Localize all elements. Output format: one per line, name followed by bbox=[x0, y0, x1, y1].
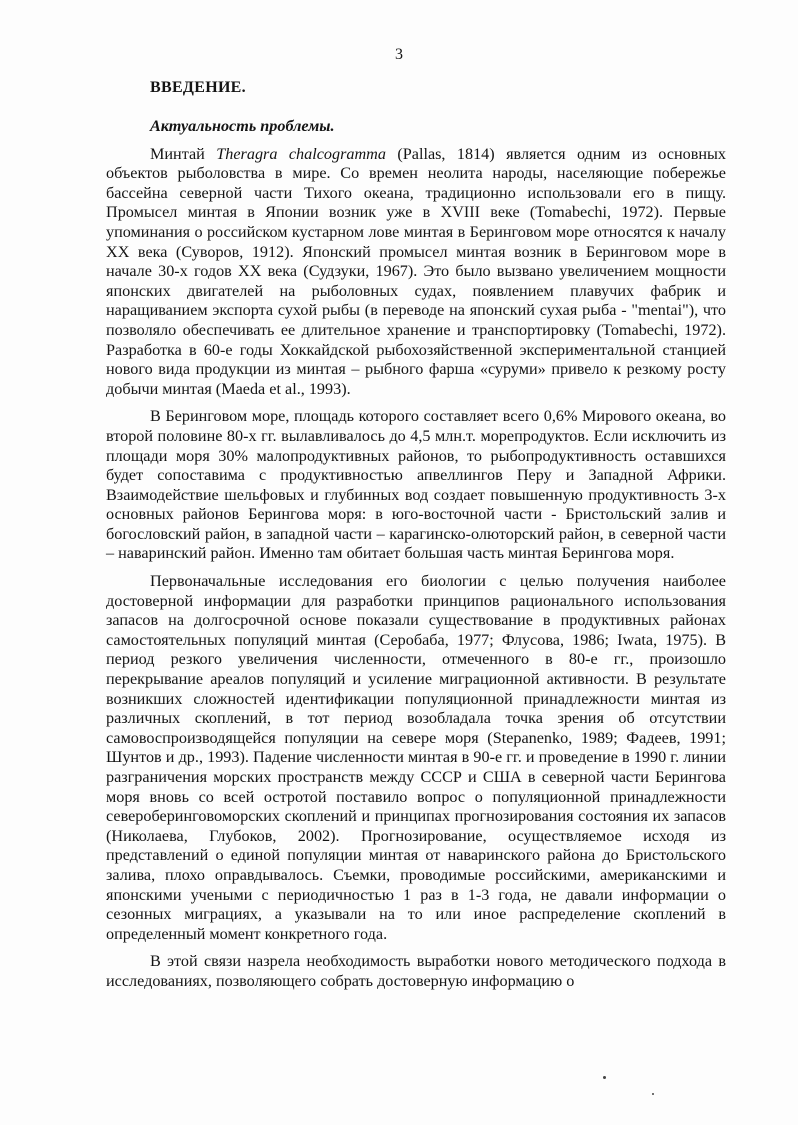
paragraph-1-lead: Минтай bbox=[150, 144, 217, 163]
paragraph-1 bbox=[106, 145, 726, 400]
page-number: 3 bbox=[395, 46, 403, 63]
body-text bbox=[106, 117, 726, 992]
species-name: Theragra chalcogramma bbox=[216, 144, 386, 163]
scan-speck bbox=[652, 1093, 654, 1095]
paragraph-1-text: (Pallas, 1814) является одним из основных объектов рыболовства в мире. Со времен неолита народы, населяющие побережье бассейна северной части Тихого океана, традиционно использовали его в пищу. Промысел минтая в Японии возник уже в XVIII веке (Tomabechi, 1972). Первые упоминания о российском кустарном лове минтая в Беринговом море относятся к началу XX века (Суворов, 1912). Японский промысел минтая возник в Беринговом море в начале 30-х годов XX века (Судзуки, 1967). Это было вызвано увеличением мощности японских двигателей на рыболовных судах, появлением плавучих фабрик и наращиванием экспорта сухой рыбы (в переводе на японский сухая рыба - "mentai"), что позволяло обеспечивать ее длительное хранение и транспортировку (Tomabechi, 1972). Разработка в 60-е годы Хоккайдской рыбохозяйственной экспериментальной станцией нового вида продукции из минтая – рыбного фарша «суруми» привело к резкому росту добычи минтая (Maeda et al., 1993). bbox=[106, 144, 726, 398]
paragraph-3: Первоначальные исследования его биологии с целью получения наиболее достоверной информации для разработки принципов рационального использования запасов на долгосрочной основе показали существование в продуктивных районах самостоятельных популяций минтая (Серобаба, 1977; Флусова, 1986; Iwata, 1975). В период резкого увеличения численности, отмеченного в 80-е гг., произошло перекрывание ареалов популяций и усиление миграционной активности. В результате возникших сложностей идентификации популяционной принадлежности минтая из различных скоплений, в тот период возобладала точка зрения об отсутствии самовоспроизводящейся популяции на севере моря (Stepanenko, 1989; Фадеев, 1991; Шунтов и др., 1993). Падение численности минтая в 90-е гг. и проведение в 1990 г. линии разграничения морских пространств между СССР и США в северной части Берингова моря вновь со всей остротой поставило вопрос о популяционной принадлежности североберинговоморских скоплений и принципах прогнозирования состояния их запасов (Николаева, Глубоков, 2002). Прогнозирование, осуществляемое исходя из представлений о единой популяции минтая от наваринского района до Бристольского залива, плохо оправдывалось. Съемки, проводимые российскими, американскими и японскими учеными с периодичностью 1 раз в 1-3 года, не давали информации о сезонных миграциях, а указывали на то или иное распределение скоплений в определенный момент конкретного года. bbox=[106, 572, 726, 943]
paragraph-2: В Беринговом море, площадь которого составляет всего 0,6% Мирового океана, во второй половине 80-х гг. вылавливалось до 4,5 млн.т. морепродуктов. Если исключить из площади моря 30% малопродуктивных районов, то рыбопродуктивность оставшихся будет сопоставима с продуктивностью апвеллингов Перу и Западной Африки. Взаимодействие шельфовых и глубинных вод создает повышенную продуктивность 3-х основных районов Берингова моря: в юго-восточной части - Бристольский залив и богословский район, в западной части – карагинско-олюторский район, в северной части – наваринский район. Именно там обитает большая часть минтая Берингова моря. bbox=[106, 407, 726, 563]
section-title: ВВЕДЕНИЕ. bbox=[150, 79, 246, 96]
subheading: Актуальность проблемы. bbox=[150, 117, 335, 135]
paragraph-4: В этой связи назрела необходимость выработки нового методического подхода в исследованиях, позволяющего собрать достоверную информацию о bbox=[106, 952, 726, 990]
scan-speck bbox=[603, 1076, 606, 1079]
